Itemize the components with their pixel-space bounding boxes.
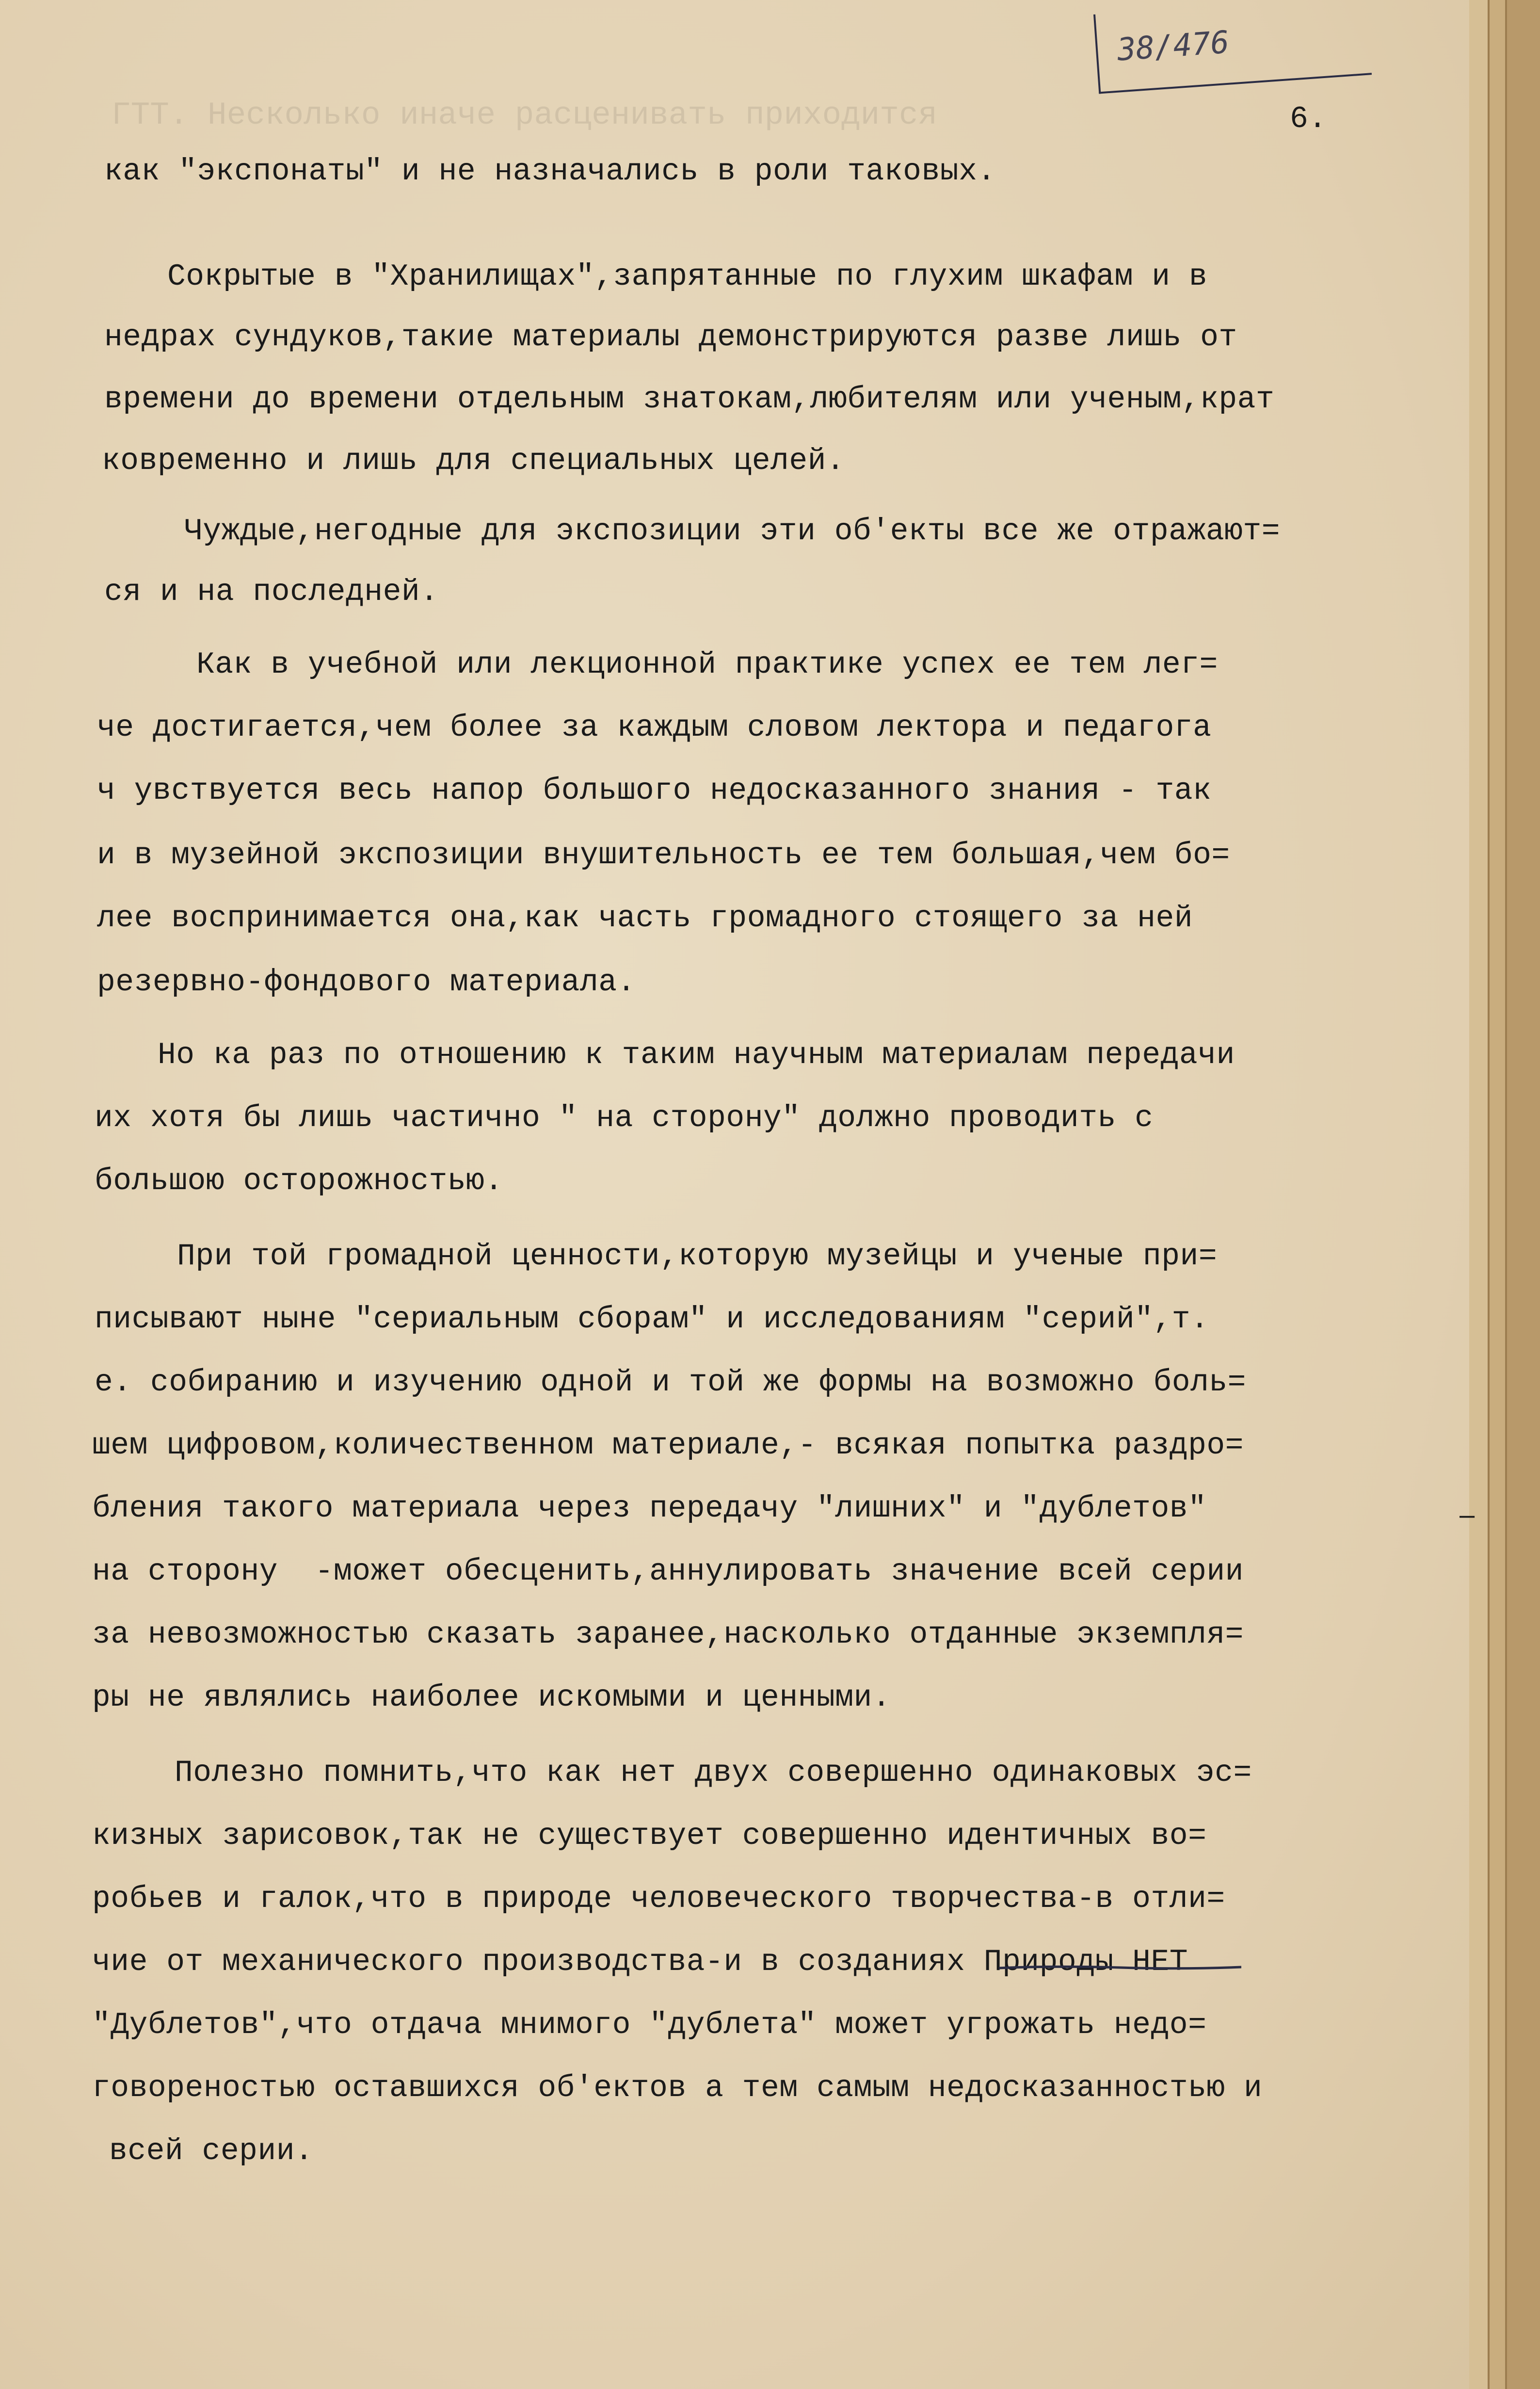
handwritten-underline <box>999 1965 1241 1970</box>
text-line: Полезно помнить,что как нет двух совершенно одинаковых эс= <box>175 1756 1252 1790</box>
text-line: на сторону -может обесценить,аннулировать значение всей серии <box>92 1554 1244 1589</box>
page-edge <box>1489 0 1506 2389</box>
margin-mark: – <box>1460 1499 1475 1530</box>
page-edge-line <box>1488 0 1490 2389</box>
stamp-text: 38/476 <box>1116 24 1231 68</box>
text-line: писывают ныне "сериальным сборам" и исследованиям "серий",т. <box>95 1302 1209 1337</box>
text-line: робьев и галок,что в природе человеческого творчества-в отли= <box>92 1882 1225 1916</box>
text-line: времени до времени отдельным знатокам,любителям или ученым,крат <box>104 382 1275 417</box>
text-line: чие от механического производства-и в созданиях Природы НЕТ <box>92 1945 1188 1979</box>
text-line: бления такого материала через передачу "лишних" и "дублетов" <box>92 1491 1207 1526</box>
text-line: Как в учебной или лекционной практике успех ее тем лег= <box>196 647 1218 682</box>
text-line: лее воспринимается она,как часть громадного стоящего за ней <box>97 901 1193 936</box>
text-line: Чуждые,негодные для экспозиции эти об'екты все же отражают= <box>184 514 1281 549</box>
page-number: 6. <box>1290 102 1327 136</box>
text-line: ч увствуется весь напор большого недосказанного знания - так <box>97 774 1212 808</box>
text-line: кизных зарисовок,так не существует совершенно идентичных во= <box>92 1819 1207 1853</box>
text-line: ковременно и лишь для специальных целей. <box>102 444 845 478</box>
text-line: е. собиранию и изучению одной и той же формы на возможно боль= <box>95 1365 1246 1400</box>
text-line: Но ка раз по отношению к таким научным материалам передачи <box>158 1038 1235 1072</box>
text-line: как "экспонаты" и не назначались в роли таковых. <box>104 154 996 189</box>
text-line: шем цифровом,количественном материале,- всякая попытка раздро= <box>92 1428 1244 1463</box>
page-edge <box>1506 0 1540 2389</box>
text-line: резервно-фондового материала. <box>97 965 636 1000</box>
text-line: Сокрытые в "Хранилищах",запрятанные по глухим шкафам и в <box>167 259 1208 294</box>
text-line: ры не являлись наиболее искомыми и ценными. <box>92 1680 891 1715</box>
bleed-through-text: ГТТ. Несколько иначе расценивать приходится <box>112 97 938 133</box>
text-line: "Дублетов",что отдача мнимого "дублета" может угрожать недо= <box>92 2008 1207 2042</box>
text-line: недрах сундуков,такие материалы демонстрируются разве лишь от <box>104 320 1237 355</box>
text-line: их хотя бы лишь частично " на сторону" должно проводить с <box>95 1101 1154 1135</box>
text-line: При той громадной ценности,которую музейцы и ученые при= <box>177 1239 1218 1274</box>
text-line: за невозможностью сказать заранее,насколько отданные экземпля= <box>92 1617 1244 1652</box>
text-line: и в музейной экспозиции внушительность ее тем большая,чем бо= <box>97 838 1230 872</box>
page-edge-line <box>1505 0 1507 2389</box>
text-line: большою осторожностью. <box>95 1164 503 1198</box>
page-edge <box>1469 0 1489 2389</box>
text-line: всей серии. <box>109 2134 314 2168</box>
text-line: говореностью оставшихся об'ектов а тем самым недосказанностью и <box>92 2071 1263 2105</box>
text-line: че достигается,чем более за каждым словом лектора и педагога <box>97 710 1212 745</box>
text-line: ся и на последней. <box>104 575 439 609</box>
